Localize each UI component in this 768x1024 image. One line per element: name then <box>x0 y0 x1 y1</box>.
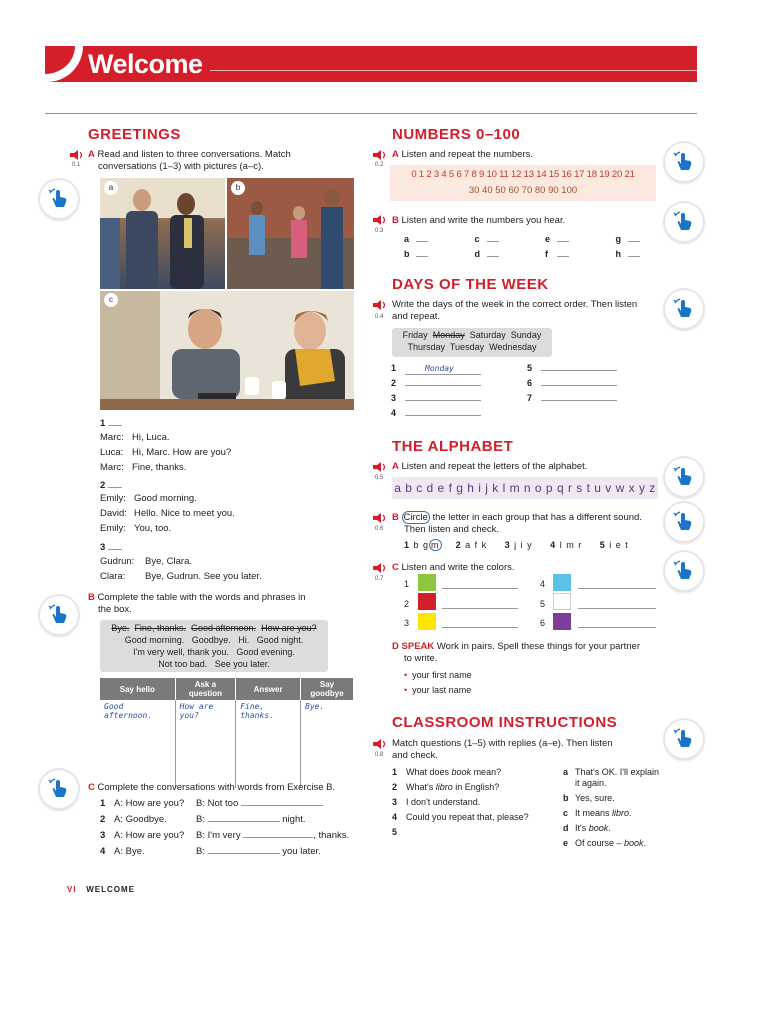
days-instructions: Write the days of the week in the correct order. Then listen and repeat. <box>392 299 638 322</box>
greetings-ex-a-instructions: A Read and listen to three conversations. Match conversations (1–3) with pictures (a–c). <box>88 149 291 172</box>
track-number: 0.7 <box>375 576 384 582</box>
answer-line <box>578 588 656 589</box>
classroom-title: CLASSROOM INSTRUCTIONS <box>392 714 618 731</box>
table-header: Say goodbye <box>301 678 354 700</box>
alphabet-ex-b-instructions: B Circle the letter in each group that has a different sound. Then listen and check. <box>392 512 642 535</box>
audio-speaker-icon[interactable] <box>373 513 387 523</box>
conversation-2: Emily: Good morning. David: Hello. Nice to meet you. Emily: You, too. <box>100 493 235 534</box>
banner-rule <box>210 70 697 71</box>
conversation-3: Gudrun: Bye, Clara. Clara: Bye, Gudrun. See you later. <box>100 556 262 582</box>
page-footer <box>67 885 135 894</box>
table-header: Answer <box>236 678 301 700</box>
color-swatch-red <box>418 593 436 610</box>
classroom-questions: 1 What does book mean? 2 What's libro in English? 3 I don't understand. 4 Could you repeat that, please? 5 <box>392 767 529 837</box>
conv-3-number: 3 <box>100 542 122 554</box>
color-num-5: 5 <box>540 599 546 609</box>
touch-hand-icon[interactable] <box>665 720 703 758</box>
days-answer-lines: 1 Monday 5 2 6 3 7 4 <box>391 363 641 423</box>
track-number: 0.4 <box>375 314 384 320</box>
color-swatch-white <box>553 593 571 610</box>
conv-2-number: 2 <box>100 480 122 492</box>
color-swatch-purple <box>553 613 571 630</box>
numbers-ex-a-instructions: A Listen and repeat the numbers. <box>392 149 534 160</box>
track-number: 0.5 <box>375 475 384 481</box>
track-number: 0.1 <box>72 162 81 168</box>
conv-1-number: 1 <box>100 418 122 430</box>
table-cell: Good afternoon. <box>100 700 175 788</box>
touch-hand-icon[interactable] <box>665 458 703 496</box>
answer-line <box>442 608 518 609</box>
greetings-ex-b-instructions: B Complete the table with the words and phrases in the box. <box>88 592 306 615</box>
numbers-answer-grid: a c e g b d f h <box>404 234 644 264</box>
table-cell: Bye. <box>305 702 325 711</box>
answer-line <box>442 627 518 628</box>
photo-label-c: c <box>104 293 118 307</box>
alphabet-groups: 1 b g m 2 a f k 3 j i y 4 l m r 5 i e t <box>404 540 629 550</box>
speak-bullets: • your first name • your last name <box>404 670 472 695</box>
color-num-4: 4 <box>540 579 546 589</box>
touch-hand-icon[interactable] <box>665 552 703 590</box>
color-num-3: 3 <box>404 618 410 628</box>
touch-hand-icon[interactable] <box>40 770 78 808</box>
touch-hand-icon[interactable] <box>40 596 78 634</box>
audio-speaker-icon[interactable] <box>373 563 387 573</box>
color-swatch-yellow <box>418 613 436 630</box>
days-word-box: Friday Monday Saturday Sunday Thursday Tuesday Wednesday <box>392 328 552 357</box>
audio-speaker-icon[interactable] <box>373 300 387 310</box>
answer-line <box>578 608 656 609</box>
conversation-1: Marc: Hi, Luca. Luca: Hi, Marc. How are you? Marc: Fine, thanks. <box>100 432 232 473</box>
color-num-6: 6 <box>540 618 546 628</box>
photo-label-a: a <box>104 181 118 195</box>
page-number: VI <box>67 885 77 894</box>
word-box: Bye. Fine, thanks. Good afternoon. How are you? Good morning. Goodbye. Hi. Good night. I'm very well, thank you. Good evening. Not too bad. See you later. <box>100 620 328 672</box>
audio-speaker-icon[interactable] <box>373 739 387 749</box>
touch-hand-icon[interactable] <box>665 143 703 181</box>
color-num-1: 1 <box>404 579 410 589</box>
color-swatch-green <box>418 574 436 591</box>
greetings-title: GREETINGS <box>88 126 181 143</box>
track-number: 0.6 <box>375 526 384 532</box>
greetings-ex-c-instructions: C Complete the conversations with words from Exercise B. <box>88 782 336 793</box>
alphabet-ex-a-instructions: A Listen and repeat the letters of the alphabet. <box>392 461 588 472</box>
alphabet-ex-c-instructions: C Listen and write the colors. <box>392 562 515 573</box>
photo-b <box>227 178 354 289</box>
photo-label-b: b <box>231 181 245 195</box>
alphabet-box: a b c d e f g h i j k l m n o p q r s t u v w x y z <box>392 477 658 499</box>
table-header: Ask a question <box>175 678 236 700</box>
photo-c <box>100 291 354 410</box>
alphabet-ex-d-instructions: D SPEAK Work in pairs. Spell these things for your partner to write. <box>392 641 641 664</box>
track-number: 0.3 <box>375 228 384 234</box>
greetings-table <box>100 678 354 788</box>
color-num-2: 2 <box>404 599 410 609</box>
track-number: 0.8 <box>375 752 384 758</box>
touch-hand-icon[interactable] <box>665 290 703 328</box>
greetings-ex-c-items: 1 A: How are you? B: Not too . 2 A: Goodbye. B: night. 3 A: How are you? B: I'm very , thanks. 4 A: Bye. B: you later. <box>100 798 350 857</box>
track-number: 0.2 <box>375 162 384 168</box>
table-cell: Fine, thanks. <box>236 700 301 788</box>
numbers-title: NUMBERS 0–100 <box>392 126 521 143</box>
answer-line <box>578 627 656 628</box>
classroom-replies: a That's OK. I'll explain it again. b Yes, sure. c It means libro. d It's book. e Of course – book. <box>563 767 659 848</box>
classroom-instructions: Match questions (1–5) with replies (a–e). Then listen and check. <box>392 738 613 761</box>
footer-label: WELCOME <box>86 885 136 894</box>
audio-speaker-icon[interactable] <box>373 215 387 225</box>
touch-hand-icon[interactable] <box>665 203 703 241</box>
answer-line <box>442 588 518 589</box>
color-swatch-blue <box>553 574 571 591</box>
table-cell: How are you? <box>175 700 236 788</box>
photo-a <box>100 178 225 289</box>
table-header: Say hello <box>100 678 175 700</box>
days-title: DAYS OF THE WEEK <box>392 276 549 293</box>
top-divider <box>45 113 697 114</box>
touch-hand-icon[interactable] <box>665 503 703 541</box>
touch-hand-icon[interactable] <box>40 180 78 218</box>
numbers-ex-b-instructions: B Listen and write the numbers you hear. <box>392 215 566 226</box>
page-title: Welcome <box>88 49 203 79</box>
alphabet-title: THE ALPHABET <box>392 438 514 455</box>
audio-speaker-icon[interactable] <box>373 462 387 472</box>
numbers-box: 0 1 2 3 4 5 6 7 8 9 10 11 12 13 14 15 16 17 18 19 20 21 30 40 50 60 70 80 90 100 <box>390 165 656 201</box>
audio-speaker-icon[interactable] <box>70 150 84 160</box>
audio-speaker-icon[interactable] <box>373 150 387 160</box>
